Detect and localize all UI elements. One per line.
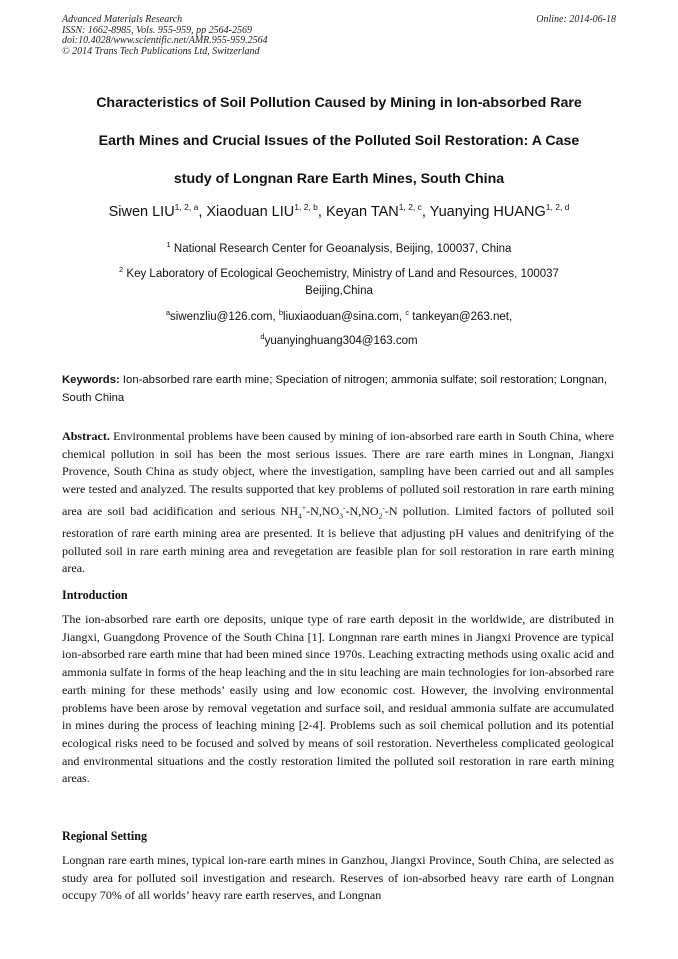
- paper-title: [40, 84, 638, 198]
- section-heading-introduction: Introduction: [62, 588, 128, 602]
- introduction-paragraph: The ion-absorbed rare earth ore deposits, unique type of rare earth deposit in the worldwide, are distributed in Jiangxi, Guangdong Provence of the South China [1]. Longnnan rare earth mines in Jiangxi Provence are typical ion-absorbed rare earth mine that had been mined since 1970s. Leaching extracting methods using oxalic acid and ammonia sulfate in forms of the heap leaching and the in situ leaching are main technologies for ion-absorbed rare earth mining for these methods’ easily using and low economic cost. However, the involving environmental problems have been arose by removal vegetation and surface soil, and residual ammonia sulfate are accumulated in mines during the process of leaching mining [2-4]. Problems such as soil chemical pollution and its potential ecological risks need to be focused and solved by means of soil restoration. Nevertheless complicated geological and environmental situations and the costly restoration limited the polluted soil restoration in rare earth mining areas.: [62, 612, 614, 786]
- doi-line: doi:10.4028/www.scientific.net/AMR.955-959.2564: [62, 35, 268, 46]
- email-mark: d: [260, 332, 265, 341]
- email-mark: b: [278, 308, 284, 317]
- author-affiliation-mark: 1, 2, d: [545, 202, 570, 212]
- keywords-label: Keywords:: [62, 374, 120, 386]
- email-mark: c: [405, 308, 410, 317]
- author-affiliation-mark: 1, 2, b: [294, 202, 318, 212]
- email-line-1: [40, 304, 638, 326]
- keywords-text: Ion-absorbed rare earth mine; Speciation of nitrogen; ammonia sulfate; soil restoration; Longnan, South China: [62, 374, 608, 404]
- affiliation-text: National Research Center for Geoanalysis, Beijing, 100037, China: [173, 242, 512, 255]
- affiliation-text-cont: Beijing,China: [305, 284, 373, 297]
- email-address: yuanyinghuang304@163.com: [264, 334, 418, 347]
- email-line-2: [40, 328, 638, 350]
- journal-header: [62, 15, 268, 57]
- abstract-text: Environmental problems have been caused by mining of ion-absorbed rare earth in South China, where chemical pollution in soil has been the most serious issues. There are rare earth mines in Longnan, Jiangxi Provence, South China as study object, where the investigation, sampling have been carried out and all samples were tested and analyzed. The results supported that key problems of polluted soil restoration in rare earth mining area are soil bad acidification and serious: [62, 429, 614, 518]
- online-date: Online: 2014-06-18: [536, 14, 616, 25]
- issn-line: ISSN: 1662-8985, Vols. 955-959, pp 2564-2569: [62, 24, 252, 36]
- affiliation-mark: 2: [119, 265, 124, 274]
- author-name: Yuanying HUANG: [429, 203, 546, 220]
- email-address: siwenzliu@126.com,: [170, 310, 276, 323]
- journal-name: Advanced Materials Research: [62, 14, 183, 25]
- section-heading-regional-setting: Regional Setting: [62, 829, 147, 843]
- affiliation-1: [40, 236, 638, 258]
- title-line: Earth Mines and Crucial Issues of the Polluted Soil Restoration: A Case: [98, 133, 580, 149]
- author-name: Xiaoduan LIU: [206, 203, 295, 220]
- keywords: [62, 372, 614, 407]
- affiliation-text: Key Laboratory of Ecological Geochemistry, Ministry of Land and Resources, 100037: [126, 267, 559, 280]
- author-list: Siwen LIU$^{1, 2, a}$, Xiaoduan LIU$^{1, 2, b}$, Keyan TAN$^{1, 2, c}$, Yuanying HUANG$^{1, 2, d}$: [108, 202, 570, 220]
- author-name: Siwen LIU: [108, 203, 175, 220]
- author-name: Keyan TAN: [325, 203, 399, 220]
- title-line: study of Longnan Rare Earth Mines, South China: [173, 171, 505, 187]
- abstract: Abstract. Environmental problems have been caused by mining of ion-absorbed rare earth in South China, where chemical pollution in soil has been the most serious issues. There are rare earth mines in Longnan, Jiangxi Provence, South China as study object, where the investigation, sampling have been carried out and all samples were tested and analyzed. The results supported that key problems of polluted soil restoration in rare earth mining area are soil bad acidification and serious $NH_4^+-N,NO_3^--N,NO_2^--N$ pollution. Limited factors of polluted soil restoration of rare earth mining area are presented. It is believe that adjusting pH values and denitrifying of the polluted soil in rare earth mining area and revegetation are feasible plan for soil restoration in rare earth mining area.: [62, 429, 615, 576]
- author-affiliation-mark: 1, 2, c: [398, 202, 422, 212]
- email-address: tankeyan@263.net,: [412, 310, 513, 323]
- copyright-line: © 2014 Trans Tech Publications Ltd, Switzerland: [62, 45, 260, 57]
- abstract-text-cont: -N pollution. Limited factors of polluted soil restoration of rare earth mining area are presented. It is believe that adjusting pH values and denitrifying of the polluted soil in rare earth mining area and revegetation are feasible plan for soil restoration in rare earth mining area.: [62, 503, 615, 576]
- email-address: liuxiaoduan@sina.com,: [283, 310, 403, 323]
- affiliation-2: [40, 261, 638, 300]
- email-mark: a: [165, 308, 170, 317]
- chem-nh4: NH: [280, 503, 299, 518]
- author-affiliation-mark: 1, 2, a: [174, 202, 199, 212]
- regional-setting-paragraph: Longnan rare earth mines, typical ion-rare earth mines in Ganzhou, Jiangxi Province, South China, are selected as study area for polluted soil investigation and research. Reserves of ion-absorbed heavy rare earth of Longnan occupy 70% of all worlds’ heavy rare earth reserves, and Longnan: [62, 853, 614, 903]
- title-line: Characteristics of Soil Pollution Caused by Mining in Ion-absorbed Rare: [96, 95, 582, 111]
- affiliation-mark: 1: [166, 240, 171, 249]
- abstract-label: Abstract.: [62, 429, 110, 443]
